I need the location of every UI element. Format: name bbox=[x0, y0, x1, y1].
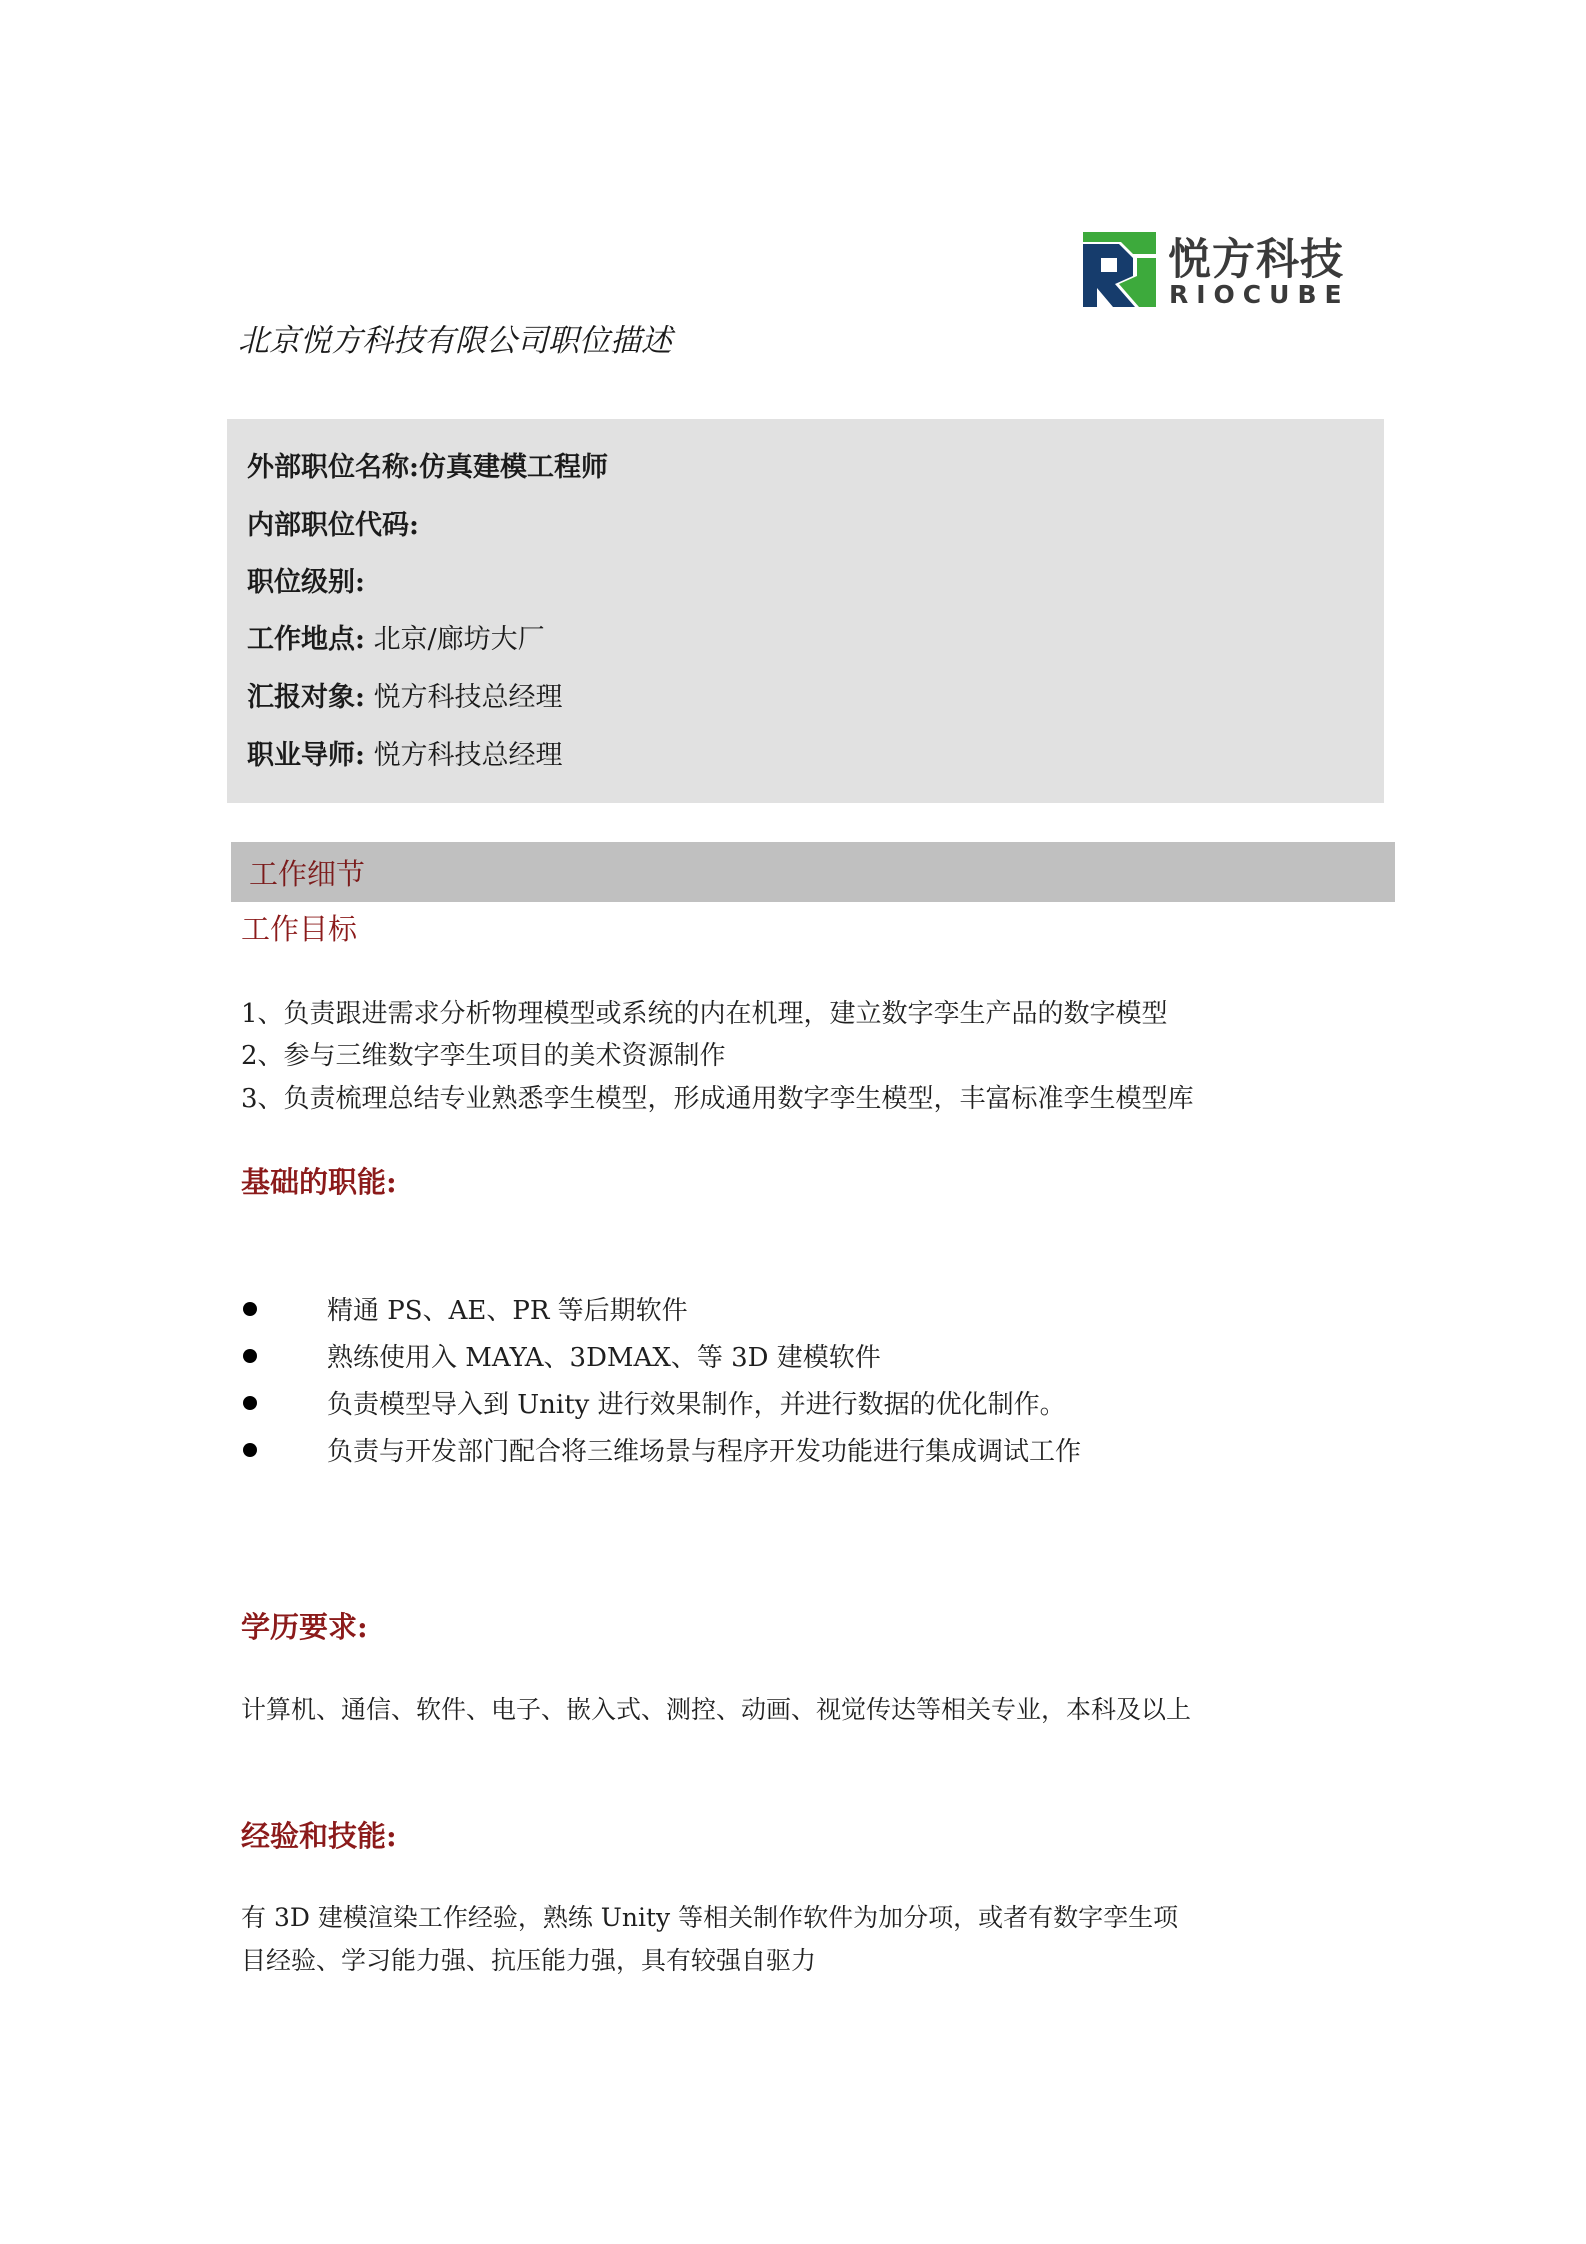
section-bar-work-details bbox=[231, 842, 1395, 902]
external-title-line bbox=[247, 445, 608, 484]
goal-item: 3、负责梳理总结专业熟悉孪生模型，形成通用数字孪生模型，丰富标准孪生模型库 bbox=[241, 1084, 1194, 1114]
riocube-logo-icon bbox=[1083, 232, 1156, 307]
report-to-line bbox=[247, 675, 563, 714]
education-text: 计算机、通信、软件、电子、嵌入式、测控、动画、视觉传达等相关专业，本科及以上 bbox=[241, 1695, 1192, 1724]
mentor-line bbox=[247, 733, 563, 772]
document-title: 北京悦方科技有限公司职位描述 bbox=[238, 323, 672, 359]
experience-heading: 经验和技能: bbox=[241, 1819, 397, 1853]
goal-item: 1、负责跟进需求分析物理模型或系统的内在机理，建立数字孪生产品的数字模型 bbox=[241, 999, 1168, 1029]
level-line bbox=[247, 560, 365, 599]
function-item: 熟练使用入 MAYA、3DMAX、等 3D 建模软件 bbox=[327, 1343, 881, 1373]
internal-code-line bbox=[247, 503, 419, 542]
bullet-dot-icon bbox=[243, 1302, 257, 1316]
section-title: 工作细节 bbox=[249, 857, 366, 891]
function-item: 精通 PS、AE、PR 等后期软件 bbox=[327, 1296, 688, 1326]
logo-chinese-name: 悦方科技 bbox=[1168, 235, 1344, 285]
goals-heading: 工作目标 bbox=[241, 912, 358, 946]
location-line bbox=[247, 617, 545, 656]
level-label: 职位级别: bbox=[247, 567, 365, 598]
company-logo bbox=[1083, 232, 1363, 308]
location-value: 北京/廊坊大厂 bbox=[373, 624, 545, 655]
experience-text-line: 有 3D 建模渲染工作经验，熟练 Unity 等相关制作软件为加分项，或者有数字孪生项 bbox=[241, 1903, 1179, 1932]
functions-heading: 基础的职能: bbox=[241, 1165, 397, 1199]
external-title-label: 外部职位名称: bbox=[247, 452, 419, 483]
bullet-dot-icon bbox=[243, 1443, 257, 1457]
report-to-label: 汇报对象: bbox=[247, 682, 365, 713]
logo-english-name: RIOCUBE bbox=[1169, 280, 1350, 309]
education-heading: 学历要求: bbox=[241, 1610, 368, 1644]
bullet-dot-icon bbox=[243, 1349, 257, 1363]
function-item: 负责模型导入到 Unity 进行效果制作，并进行数据的优化制作。 bbox=[327, 1390, 1066, 1420]
bullet-dot-icon bbox=[243, 1396, 257, 1410]
mentor-value: 悦方科技总经理 bbox=[373, 740, 563, 771]
goal-item: 2、参与三维数字孪生项目的美术资源制作 bbox=[241, 1041, 726, 1071]
location-label: 工作地点: bbox=[247, 624, 365, 655]
report-to-value: 悦方科技总经理 bbox=[373, 682, 563, 713]
job-info-box bbox=[227, 419, 1384, 803]
experience-text-line: 目经验、学习能力强、抗压能力强，具有较强自驱力 bbox=[241, 1946, 817, 1975]
function-item: 负责与开发部门配合将三维场景与程序开发功能进行集成调试工作 bbox=[327, 1437, 1082, 1467]
internal-code-label: 内部职位代码: bbox=[247, 510, 419, 541]
external-title-value: 仿真建模工程师 bbox=[418, 452, 608, 483]
mentor-label: 职业导师: bbox=[247, 740, 365, 771]
